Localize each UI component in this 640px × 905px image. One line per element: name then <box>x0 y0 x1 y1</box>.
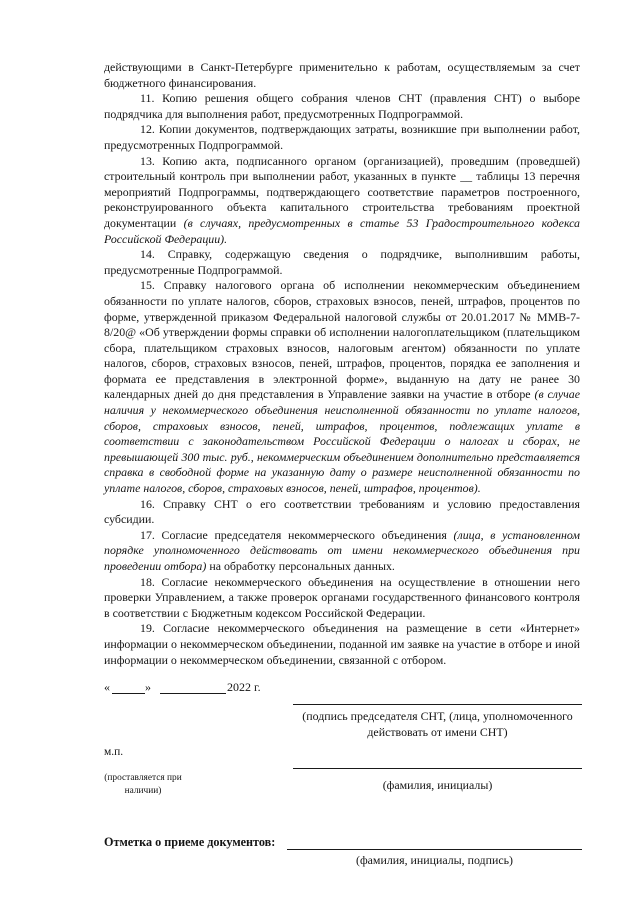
paragraph-13-italic-note: (в случаях, предусмотренных в статье 53 Градостроительного кодекса Российской Федерации). <box>104 215 580 246</box>
chairman-signature-caption: (подпись председателя СНТ, (лица, уполномоченного действовать от имени СНТ) <box>302 709 573 739</box>
paragraph-15-text: 15. Справку налогового органа об исполнении некоммерческим объединением обязанности по уплате налогов, сборов, страховых взносов, пеней, штрафов, процентов по форме, утвержденной приказом Федеральной налоговой службы от 20.01.2017 № ММВ-7-8/20@ «Об утверждении формы справки об исполнении налогоплательщиком (плательщиком сбора, плательщиком страховых взносов, налоговым агентом) обязанности по уплате налогов, сборов, страховых взносов, пеней, штрафов, процентов, порядка ее заполнения и формата ее представления в электронной форме», выданную на дату не ранее 30 календарных дней до дня представления в Управление заявки на участие в отборе <box>104 278 580 402</box>
paragraph-17-tail: на обработку персональных данных. <box>209 559 395 573</box>
paragraph-17-text: 17. Согласие председателя некоммерческого объединения <box>140 527 447 542</box>
date-day-blank <box>112 693 145 694</box>
paragraph-12: 12. Копии документов, подтверждающих затраты, возникшие при выполнении работ, предусмотренных Подпрограммой. <box>104 122 580 152</box>
paragraph-16: 16. Справку СНТ о его соответствии требованиям и условию предоставления субсидии. <box>104 496 580 527</box>
seal-note: (проставляется при наличии) <box>104 773 182 796</box>
paragraph-intro: действующими в Санкт-Петербурге применительно к работам, осуществляемым за счет бюджетного финансирования. <box>104 60 580 90</box>
name-signature-line <box>293 768 582 769</box>
paragraph-13-text: 13. Копию акта, подписанного органом (организацией), проведшим (проведшей) строительный контроль при выполнении работ, указанных в пункте __ таблицы 13 перечня мероприятий Подпрограммы, подтверждающего соответствие параметров построенного, реконструированного объекта капитального строительства требованиям проектной документации <box>104 153 580 230</box>
name-caption: (фамилия, инициалы) <box>382 778 493 792</box>
paragraph-17 <box>104 528 580 575</box>
receipt-caption: (фамилия, инициалы, подпись) <box>355 853 513 867</box>
paragraph-18: 18. Согласие некоммерческого объединения на осуществление в отношении него проверки Управлением, а также проверок органами государственного финансового контроля в соответствии с Бюджетным кодексом Российской Федерации. <box>104 574 580 620</box>
paragraph-14: 14. Справку, содержащую сведения о подрядчике, выполнившим работы, предусмотренные Подпрограммой. <box>104 247 580 277</box>
date-year: 2022 г. <box>227 680 261 694</box>
paragraph-19: 19. Согласие некоммерческого объединения на размещение в сети «Интернет» информации о некоммерческом объединении, поданной им заявке на участие в отборе и иной информации о некоммерческом объединении, связанной с отбором. <box>104 621 580 667</box>
paragraph-17-italic-note: (лица, в установленном порядке уполномоченного действовать от имени некоммерческого объединения при проведении отбора) <box>104 527 580 573</box>
date-close-quote: » <box>145 680 151 694</box>
paragraph-13 <box>104 154 580 248</box>
date-month-blank <box>160 693 226 694</box>
paragraph-11: 11. Копию решения общего собрания членов СНТ (правления СНТ) о выборе подрядчика для выполнения работ, предусмотренных Подпрограммой. <box>104 91 580 121</box>
seal-mark: м.п. <box>104 746 124 758</box>
document-body <box>104 60 580 668</box>
receipt-line <box>287 849 582 850</box>
chairman-signature-line <box>293 704 582 705</box>
paragraph-15-italic-note: (в случае наличия у некоммерческого объединения неисполненной обязанности по уплате налогов, сборов, страховых взносов, пеней, штрафов, процентов, подлежащих уплате в соответствии с законодательством Российской Федерации о налогах и сборах, не превышающей 300 тыс. руб., некоммерческим объединением дополнительно представляется справка в свободной форме на указанную дату о размере неисполненной обязанности по уплате налогов, сборов, страховых взносов, пеней, штрафов, процентов). <box>104 387 580 496</box>
paragraph-15 <box>104 278 580 496</box>
date-open-quote: « <box>104 680 110 694</box>
receipt-label: Отметка о приеме документов: <box>104 835 276 849</box>
